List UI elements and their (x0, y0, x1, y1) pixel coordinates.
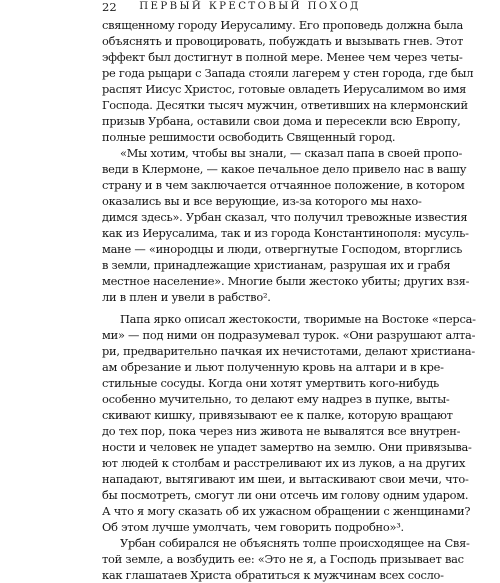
text-line: А что я могу сказать об их ужасном обращении с женщинами? (102, 504, 471, 518)
text-line: нападают, вытягивают им шеи, и вытаскивают свои мечи, что- (102, 472, 469, 486)
text-line: ам обрезание и льют полученную кровь на алтари и в кре- (102, 360, 444, 374)
text-line: ют людей к столбам и расстреливают их из луков, а на других (102, 456, 466, 470)
text-line: Урбан собирался не объяснять толпе происходящее на Свя- (120, 536, 470, 550)
page-number: 22 (102, 0, 117, 14)
running-title: ПЕРВЫЙ КРЕСТОВЫЙ ПОХОД (139, 1, 361, 12)
text-line: в земли, принадлежащие христианам, разрушая их и грабя (102, 258, 451, 272)
text-line: Господа. Десятки тысяч мужчин, ответивших на клермонский (102, 98, 468, 112)
text-line: как глашатаев Христа обратиться к мужчинам всех сосло- (102, 568, 444, 582)
text-line: скивают кишку, привязывают ее к палке, которую вращают (102, 408, 453, 422)
text-line: Папа ярко описал жестокости, творимые на Востоке «перса- (120, 312, 476, 326)
paragraph-3 (102, 311, 476, 535)
text-line: ности и человек не упадет замертво на землю. Они привязыва- (102, 440, 472, 454)
text-line: мане — «инородцы и люди, отвергнутые Господом, вторглись (102, 242, 463, 256)
text-line: димся здесь». Урбан сказал, что получил тревожные известия (102, 210, 468, 224)
text-line: бы посмотреть, смогут ли они отсечь им голову одним ударом. (102, 488, 469, 502)
text-line: ли в плен и увели в рабство². (102, 290, 271, 304)
text-line: веди в Клермоне, — какое печальное дело привело нас в вашу (102, 162, 467, 176)
text-line: объяснять и провоцировать, побуждать и вызывать гнев. Этот (102, 34, 464, 48)
text-line: эффект был достигнут в полной мере. Менее чем через четы- (102, 50, 463, 64)
paragraph-1 (102, 17, 474, 145)
text-line: ми» — под ними он подразумевал турок. «Они разрушают алта- (102, 328, 476, 342)
text-line: Об этом лучше умолчать, чем говорить подробно»³. (102, 520, 404, 534)
text-line: как из Иерусалима, так и из города Константинополя: мусуль- (102, 226, 469, 240)
text-line: оказались вы и все верующие, из-за которого мы нахо- (102, 194, 422, 208)
text-line: стильные сосуды. Когда они хотят умертвить кого-нибудь (102, 376, 439, 390)
body-text (102, 17, 476, 583)
running-head (102, 0, 398, 14)
paragraph-2 (102, 145, 470, 305)
text-line: священному городу Иерусалиму. Его проповедь должна была (102, 18, 464, 32)
text-line: местное население». Многие были жестоко убиты; других взя- (102, 274, 470, 288)
text-line: «Мы хотим, чтобы вы знали, — сказал папа в своей пропо- (120, 146, 463, 160)
text-line: ре года рыцари с Запада стояли лагерем у стен города, где был (102, 66, 474, 80)
text-line: страну и в чем заключается отчаянное положение, в котором (102, 178, 465, 192)
text-line: той земле, а возбудить ее: «Это не я, а Господь призывает вас (102, 552, 464, 566)
text-line: особенно мучительно, то делают ему надрез в пупке, выты- (102, 392, 450, 406)
text-line: распят Иисус Христос, готовые овладеть Иерусалимом во имя (102, 82, 467, 96)
paragraph-4 (102, 535, 470, 583)
text-line: ри, предварительно пачкая их нечистотами, делают христиана- (102, 344, 475, 358)
text-line: до тех пор, пока через низ живота не вывалятся все внутрен- (102, 424, 461, 438)
text-line: полные решимости освободить Священный город. (102, 130, 396, 144)
text-line: призыв Урбана, оставили свои дома и пересекли всю Европу, (102, 114, 461, 128)
